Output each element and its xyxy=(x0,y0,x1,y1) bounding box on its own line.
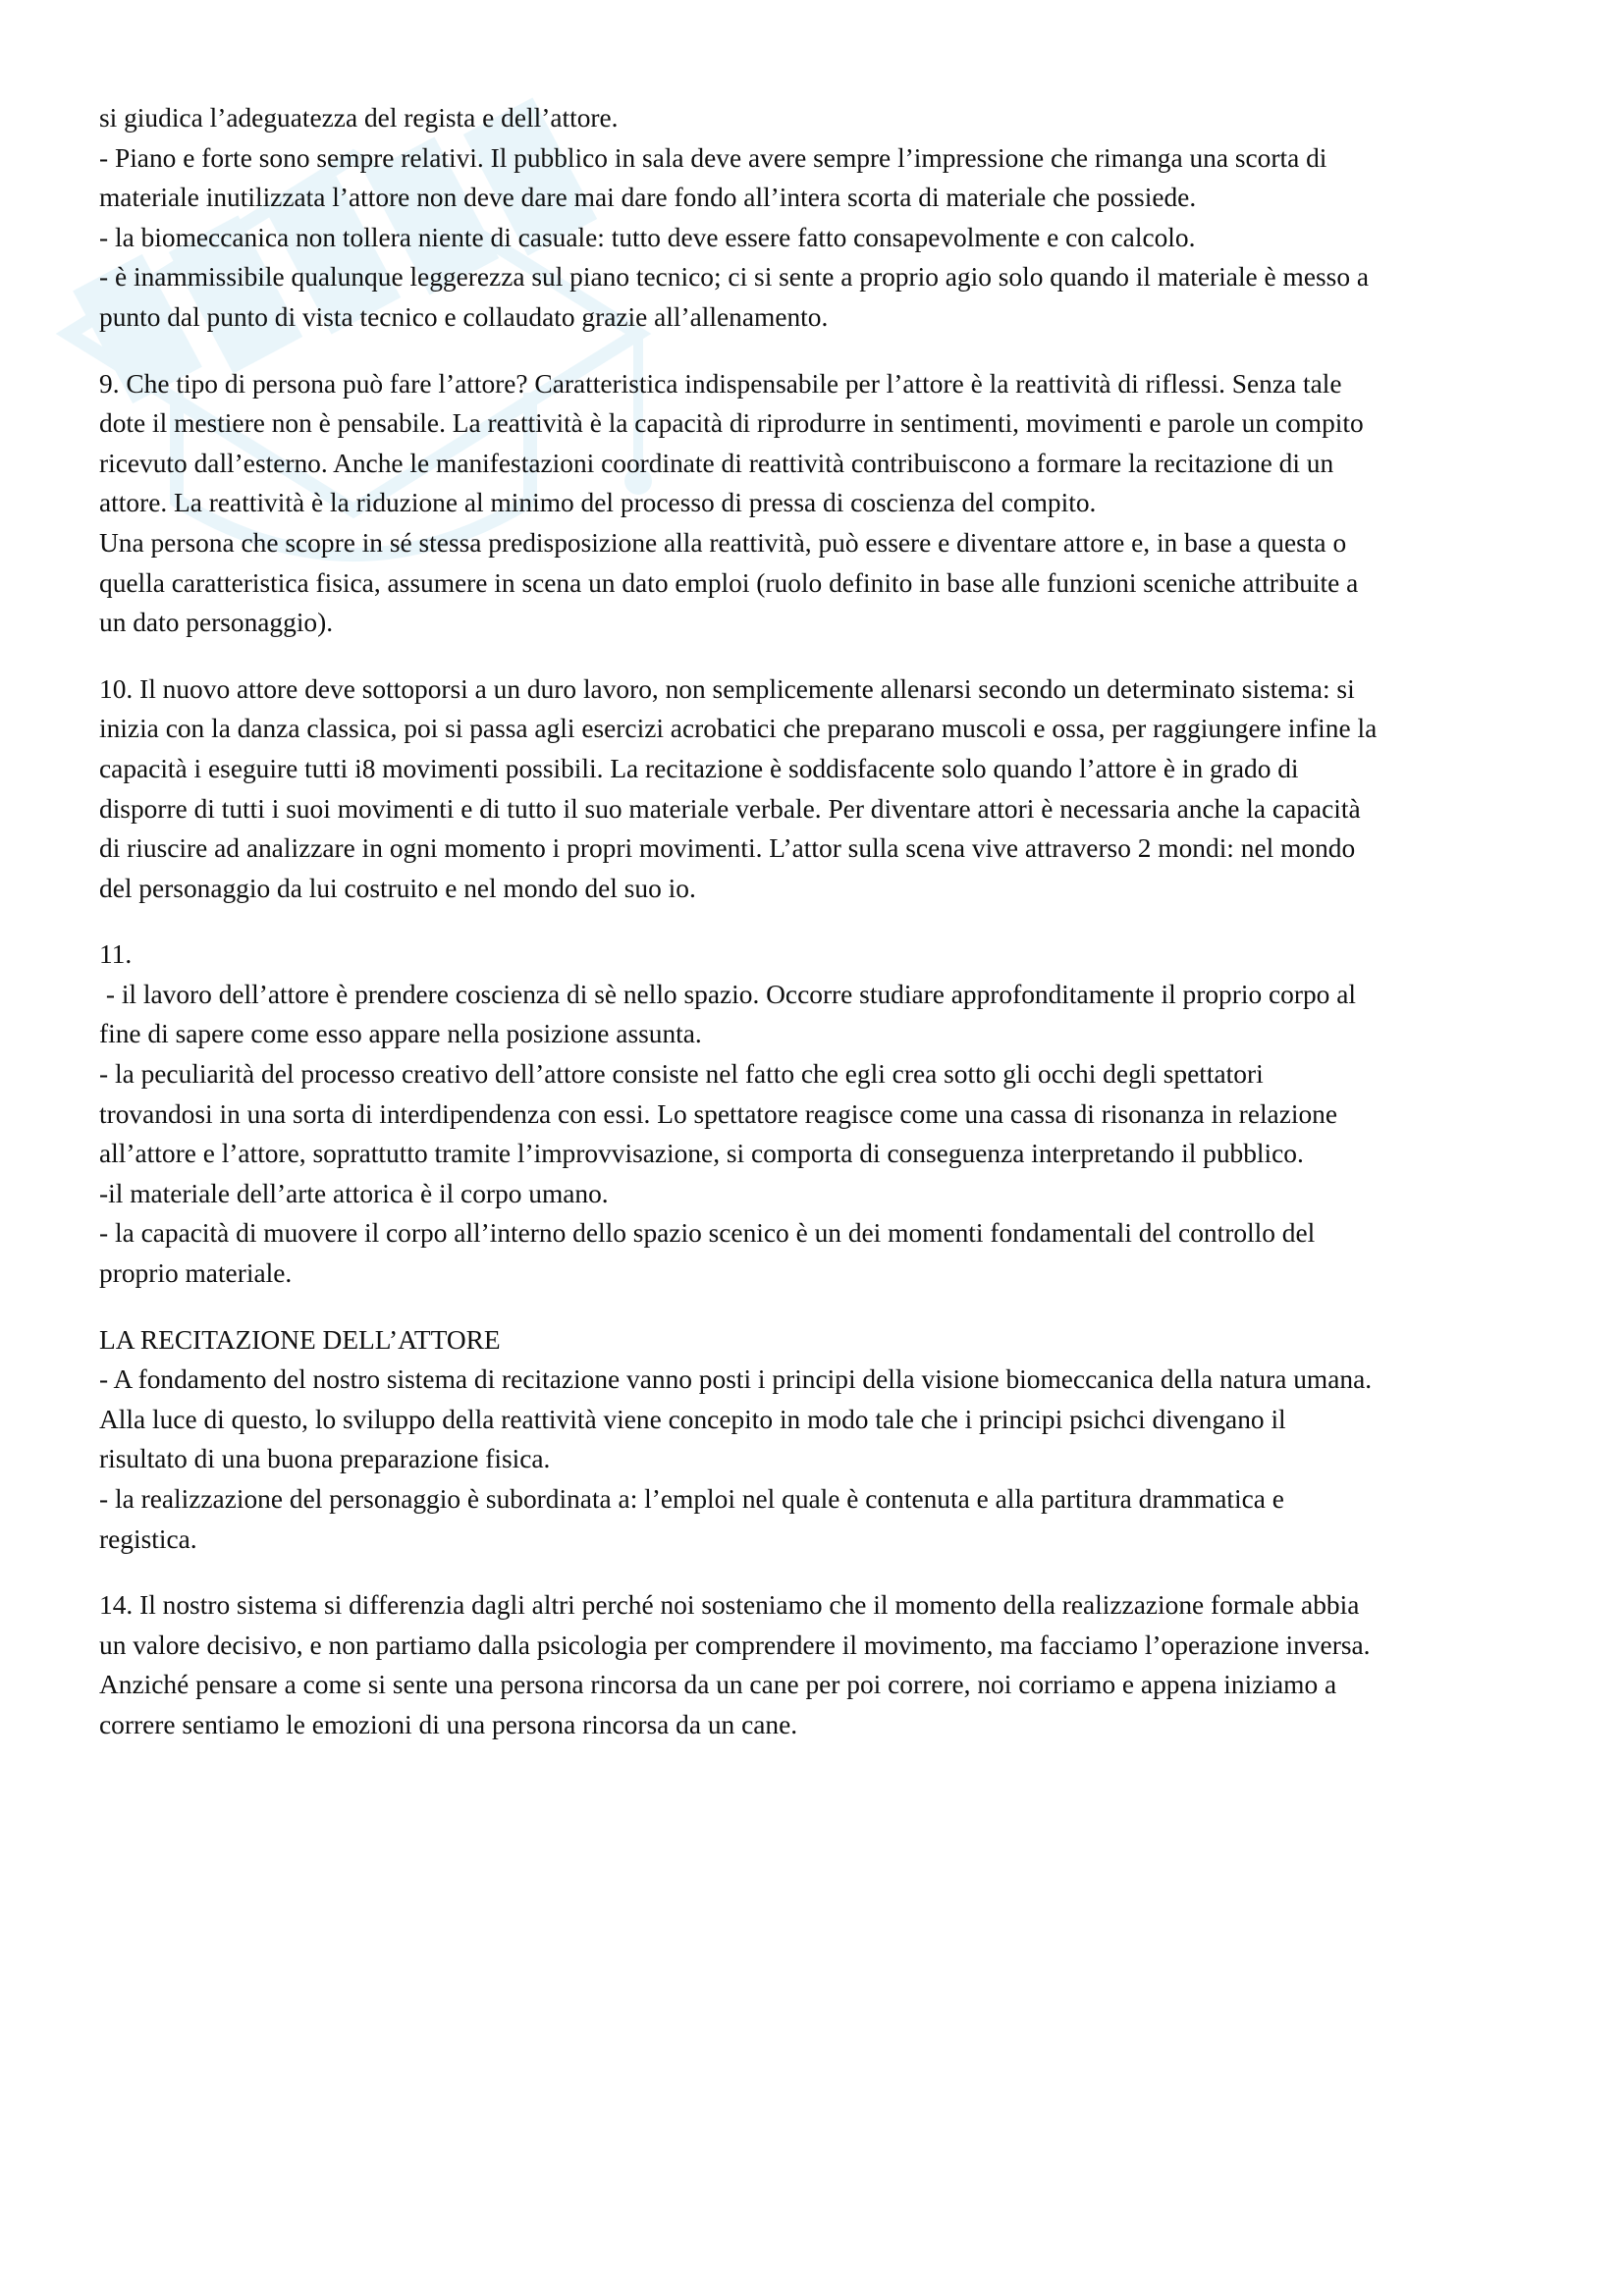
paragraph-spacer xyxy=(99,1559,1533,1585)
section-recitazione xyxy=(99,1320,1533,1560)
paragraph-11 xyxy=(99,934,1533,1293)
text-line: del personaggio da lui costruito e nel mondo del suo io. xyxy=(99,873,696,903)
paragraph-spacer xyxy=(99,338,1533,364)
text-line: 11. xyxy=(99,939,133,970)
text-line: correre sentiamo le emozioni di una persona rincorsa da un cane. xyxy=(99,1709,798,1739)
text-line: quella caratteristica fisica, assumere in scena un dato emploi (ruolo definito in base alle funzioni sceniche attribuite a xyxy=(99,567,1359,598)
text-line: punto dal punto di vista tecnico e collaudato grazie all’allenamento. xyxy=(99,301,829,332)
text-line: si giudica l’adeguatezza del regista e dell’attore. xyxy=(99,103,619,133)
text-line: - A fondamento del nostro sistema di recitazione vanno posti i principi della visione biomeccanica della natura umana. xyxy=(99,1364,1373,1395)
text-line: - la peculiarità del processo creativo dell’attore consiste nel fatto che egli crea sotto gli occhi degli spettatori xyxy=(99,1059,1264,1090)
text-line: disporre di tutti i suoi movimenti e di tutto il suo materiale verbale. Per diventare attori è necessaria anche la capacità xyxy=(99,793,1361,824)
text-line: un valore decisivo, e non partiamo dalla psicologia per comprendere il movimento, ma facciamo l’operazione inversa. xyxy=(99,1629,1371,1660)
paragraph-1 xyxy=(99,98,1533,338)
text-line: fine di sapere come esso appare nella posizione assunta. xyxy=(99,1019,702,1049)
text-line: - è inammissibile qualunque leggerezza sul piano tecnico; ci si sente a proprio agio solo quando il materiale è messo a xyxy=(99,262,1370,293)
section-heading: LA RECITAZIONE DELL’ATTORE xyxy=(99,1324,501,1355)
text-line: - la capacità di muovere il corpo all’interno dello spazio scenico è un dei momenti fondamentali del controllo del xyxy=(99,1218,1316,1249)
text-line: 14. Il nostro sistema si differenzia dagli altri perché noi sosteniamo che il momento della realizzazione formale abbia xyxy=(99,1590,1360,1621)
paragraph-10 xyxy=(99,669,1533,909)
text-line: Una persona che scopre in sé stessa predisposizione alla reattività, può essere e diventare attore e, in base a questa o xyxy=(99,527,1347,558)
text-line: Alla luce di questo, lo sviluppo della reattività viene concepito in modo tale che i principi psichci divengano il xyxy=(99,1404,1286,1434)
text-line: capacità i eseguire tutti i8 movimenti possibili. La recitazione è soddisfacente solo quando l’attore è in grado di xyxy=(99,753,1299,783)
text-line: trovandosi in una sorta di interdipendenza con essi. Lo spettatore reagisce come una cassa di risonanza in relazione xyxy=(99,1098,1338,1129)
text-line: ricevuto dall’esterno. Anche le manifestazioni coordinate di reattività contribuiscono a formare la recitazione di un xyxy=(99,448,1334,478)
text-line: attore. La reattività è la riduzione al minimo del processo di pressa di coscienza del compito. xyxy=(99,488,1097,518)
text-line: 9. Che tipo di persona può fare l’attore? Caratteristica indispensabile per l’attore è la reattività di riflessi. Senza tale xyxy=(99,368,1342,399)
text-line: - la biomeccanica non tollera niente di casuale: tutto deve essere fatto consapevolmente e con calcolo. xyxy=(99,222,1196,252)
document-body xyxy=(99,98,1533,1745)
paragraph-spacer xyxy=(99,643,1533,669)
text-line: materiale inutilizzata l’attore non deve dare mai dare fondo all’intera scorta di materiale che possiede. xyxy=(99,183,1197,213)
text-line: 10. Il nuovo attore deve sottoporsi a un duro lavoro, non semplicemente allenarsi secondo un determinato sistema: si xyxy=(99,673,1355,704)
text-line: - il lavoro dell’attore è prendere coscienza di sè nello spazio. Occorre studiare approfonditamente il proprio corpo al xyxy=(99,979,1356,1009)
text-line: proprio materiale. xyxy=(99,1258,293,1289)
text-line: risultato di una buona preparazione fisica. xyxy=(99,1444,551,1474)
text-line: inizia con la danza classica, poi si passa agli esercizi acrobatici che preparano muscoli e ossa, per raggiungere infine la xyxy=(99,714,1378,744)
paragraph-9 xyxy=(99,364,1533,643)
text-line: -il materiale dell’arte attorica è il corpo umano. xyxy=(99,1178,609,1208)
text-line: un dato personaggio). xyxy=(99,608,334,638)
paragraph-14 xyxy=(99,1585,1533,1744)
paragraph-spacer xyxy=(99,1294,1533,1320)
text-line: di riuscire ad analizzare in ogni momento i propri movimenti. L’attor sulla scena vive attraverso 2 mondi: nel mondo xyxy=(99,833,1356,864)
text-line: - la realizzazione del personaggio è subordinata a: l’emploi nel quale è contenuta e alla partitura drammatica e xyxy=(99,1484,1284,1514)
text-line: - Piano e forte sono sempre relativi. Il pubblico in sala deve avere sempre l’impressione che rimanga una scorta di xyxy=(99,142,1327,173)
text-line: registica. xyxy=(99,1523,197,1554)
text-line: Anziché pensare a come si sente una persona rincorsa da un cane per poi correre, noi corriamo e appena iniziamo a xyxy=(99,1670,1337,1700)
text-line: dote il mestiere non è pensabile. La reattività è la capacità di riprodurre in sentimenti, movimenti e parole un compito xyxy=(99,408,1364,439)
text-line: all’attore e l’attore, soprattutto tramite l’improvvisazione, si comporta di conseguenza interpretando il pubblico. xyxy=(99,1139,1304,1169)
paragraph-spacer xyxy=(99,908,1533,934)
